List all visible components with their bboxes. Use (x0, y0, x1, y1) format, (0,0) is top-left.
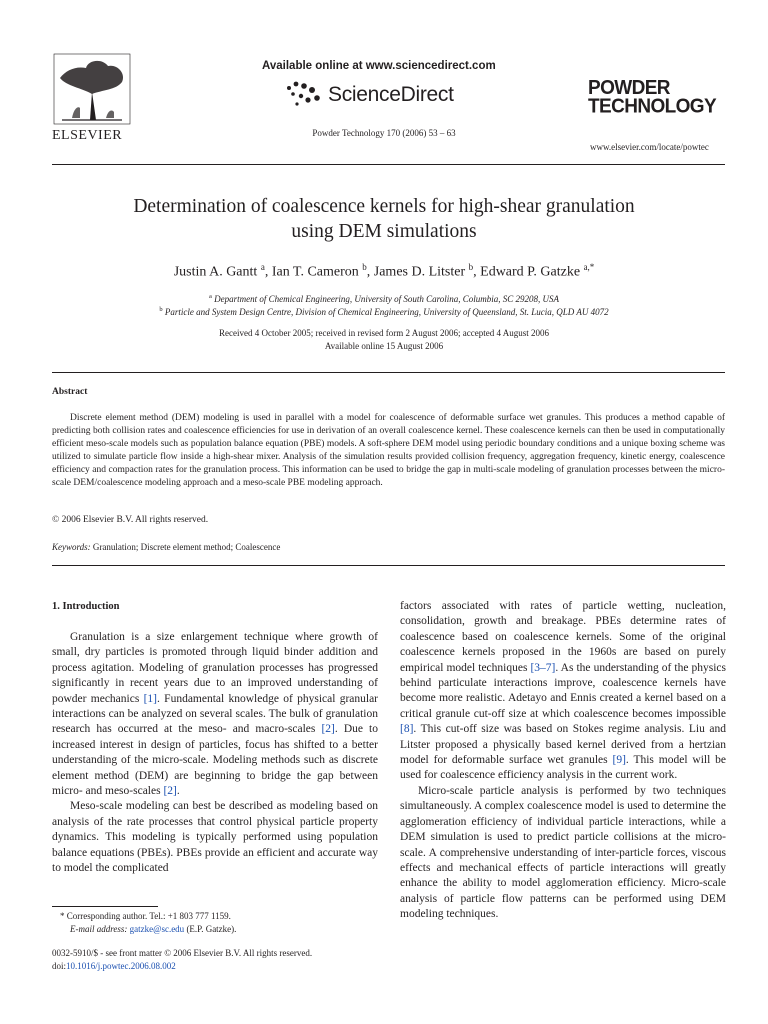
sciencedirect-wordmark: ScienceDirect (328, 83, 454, 106)
reference-link[interactable]: [2] (163, 785, 177, 798)
reference-link[interactable]: [1] (143, 692, 158, 705)
author-name: James D. Litster (373, 264, 466, 280)
title-line-1: Determination of coalescence kernels for high-shear granulation (133, 196, 635, 217)
affiliation-a (0, 293, 768, 304)
footnote-divider (52, 906, 158, 907)
available-online-date: Available online 15 August 2006 (324, 341, 444, 351)
body-right-column (400, 599, 726, 923)
affiliation-b (0, 306, 768, 317)
publisher-name: ELSEVIER (52, 128, 123, 143)
paragraph: factors associated with rates of particle wetting, nucleation, consolidation, growth and breakage. PBEs determine rates of coalescence based on coalescence kernels. Some of the original coalescence kernels proposed in the 1960s are based on purely empirical model techniques [3–7]. As the understanding of the physics behind particulate interactions improve, coalescence kernels have become more realistic. Adetayo and Ennis created a kernel based on a critical granule cut-off size at which coalescence becomes impossible [8]. This cut-off size was based on Stokes regime analysis. Liu and Litster proposed a physically based kernel derived from a hertzian model for deformable surface wet granules [9]. This model will be used for coalescence efficiency analysis in the current work. (400, 600, 726, 782)
abstract-top-divider (52, 372, 725, 373)
body-left-column (52, 599, 378, 877)
section-heading: 1. Introduction (52, 601, 120, 612)
email-label: E-mail address: (70, 924, 128, 934)
affiliation-mark: b (159, 306, 163, 313)
available-online-link[interactable]: Available online at www.sciencedirect.com (262, 60, 496, 72)
email-suffix: (E.P. Gatzke). (184, 924, 237, 934)
header-divider (52, 164, 725, 165)
abstract-bottom-divider (52, 565, 725, 566)
reference-link[interactable]: [3–7] (530, 661, 556, 674)
sciencedirect-logo[interactable] (284, 78, 454, 112)
reference-link[interactable]: [9] (612, 754, 626, 767)
affiliation-text: Department of Chemical Engineering, University of South Carolina, Columbia, SC 29208, USA (214, 294, 560, 304)
paragraph: Micro-scale particle analysis is performed by two techniques simultaneously. A complex coalescence model is used to determine the agglomeration efficiency of individual particle interactions, while a DEM simulation is used to predict particle collisions at the micro-scale. A comprehensive understanding of inter-particle forces, viscous effects and mechanical effects of particle interactions will greatly enhance the ability to model agglomeration efficiency. Micro-scale analysis of particle flow patterns can be performed using DEM modeling techniques. (400, 784, 726, 921)
received-dates: Received 4 October 2005; received in revised form 2 August 2006; accepted 4 August 2006 (219, 328, 549, 338)
author-list: Justin A. Gantt $^a$, Ian T. Cameron $^b$, James D. Litster $^b$, Edward P. Gatzke $^{a,*}$ (173, 262, 595, 280)
journal-logo (588, 79, 716, 117)
author-affiliation-mark: b (468, 262, 474, 272)
abstract-copyright: © 2006 Elsevier B.V. All rights reserved. (52, 515, 209, 525)
author-affiliation-mark: a (260, 262, 265, 272)
paragraph: Granulation is a size enlargement technique where growth of small, dry particles is promoted through liquid binder addition and process agitation. Modeling of granulation processes has progressed significantly in recent years due to an improved understanding of powder mechanics [1]. Fundamental knowledge of physical granular interactions can be analyzed on several scales. The bulk of granulation research has occurred at the meso- and macro-scales [2]. Due to increased interest in design of particles, focus has shifted to a better understanding of the micro-scale. Modeling methods such as discrete element method (DEM) are beginning to bridge the gap between micro- and meso-scales [2]. (52, 631, 379, 798)
journal-logo-line-1: POWDER (588, 77, 670, 100)
doi-line (52, 961, 176, 971)
abstract-heading: Abstract (52, 387, 88, 397)
paragraph: Meso-scale modeling can best be described as modeling based on analysis of the rate processes that control physical particle property dynamics. This modeling is typically performed using population balance equations (PBEs). PBEs provide an efficient and accurate way to model the complicated (52, 800, 378, 875)
author-affiliation-mark: b (362, 262, 367, 272)
author-name: Edward P. Gatzke (480, 264, 581, 280)
author-affiliation-mark: a,* (583, 262, 595, 272)
email-note (70, 924, 236, 934)
reference-link[interactable]: [8] (400, 723, 414, 736)
author-name: Justin A. Gantt (173, 264, 258, 280)
affiliation-text: Particle and System Design Centre, Division of Chemical Engineering, University of Queensland, St. Lucia, QLD AU 4072 (164, 307, 609, 317)
journal-logo-line-2: TECHNOLOGY (588, 95, 717, 118)
abstract-text: Discrete element method (DEM) modeling is used in parallel with a model for coalescence of deformable surface wet granules. This produces a method capable of predicting both collision rates and coalescence efficiencies for use in derivation of an overall coalescence kernel. These coalescence kernels can then be used in computationally efficient meso-scale models such as population balance equation (PBE) models. A soft-sphere DEM model using periodic boundary conditions and a unique boxing scheme was utilized to simulate particle flow inside a high-shear mixer. Analysis of the simulation results provided collision frequency, aggregation frequency, kinetic energy, coalescence efficiency and compaction rates for the granulation process. This information can be used to bridge the gap in multi-scale modeling of granulation processes between the micro-scale DEM/coalescence modeling approach and a meso-scale PBE modeling approach. (52, 413, 725, 489)
keywords (52, 542, 280, 552)
keywords-label: Keywords: (52, 542, 91, 552)
sciencedirect-dots-icon (284, 80, 324, 110)
author-name: Ian T. Cameron (271, 264, 359, 280)
doi-label: doi: (52, 961, 67, 971)
title-line-2: using DEM simulations (291, 221, 477, 242)
front-matter-note: 0032-5910/$ - see front matter © 2006 Elsevier B.V. All rights reserved. (52, 948, 313, 958)
affiliation-mark: a (208, 293, 212, 300)
corresponding-author-note: * Corresponding author. Tel.: +1 803 777 1159. (60, 911, 231, 921)
reference-link[interactable]: [2] (321, 723, 335, 736)
email-link[interactable]: gatzke@sc.edu (129, 924, 185, 934)
tree-icon (52, 52, 132, 126)
journal-url-link[interactable]: www.elsevier.com/locate/powtec (590, 142, 709, 152)
keywords-list: Granulation; Discrete element method; Coalescence (92, 542, 281, 552)
journal-citation: Powder Technology 170 (2006) 53 – 63 (312, 128, 456, 138)
doi-link[interactable]: 10.1016/j.powtec.2006.08.002 (66, 961, 176, 971)
article-title (80, 194, 688, 244)
